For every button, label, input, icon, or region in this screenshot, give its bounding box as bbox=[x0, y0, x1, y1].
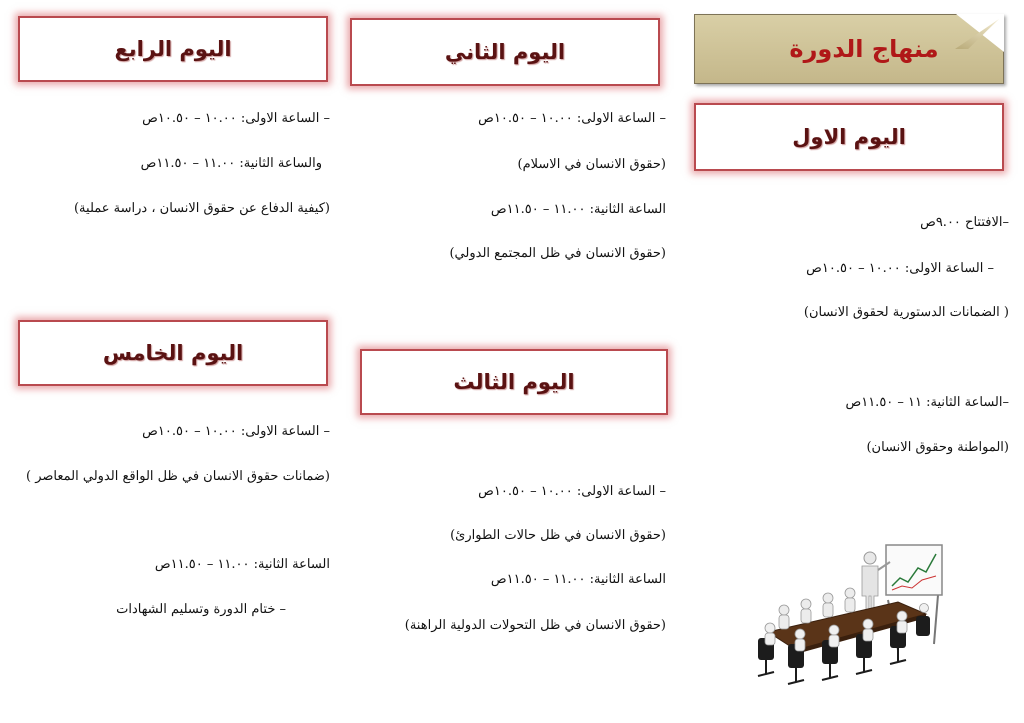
day3-line: (حقوق الانسان في ظل حالات الطوارئ) bbox=[450, 528, 666, 543]
day3-line: (حقوق الانسان في ظل التحولات الدولية الراهنة) bbox=[404, 618, 666, 633]
day1-line: (المواطنة وحقوق الانسان) bbox=[866, 440, 1009, 455]
day2-line: (حقوق الانسان في الاسلام) bbox=[517, 157, 666, 172]
day1-line: –الساعة الثانية: ١١ – ١١.٥٠ص bbox=[845, 395, 1009, 410]
day4-line: – الساعة الاولى: ١٠.٠٠ – ١٠.٥٠ص bbox=[142, 111, 330, 126]
day1-line: –الافتتاح ٩.٠٠ص bbox=[920, 215, 1009, 230]
day1-header bbox=[694, 103, 1004, 171]
day2-line: الساعة الثانية: ١١.٠٠ – ١١.٥٠ص bbox=[490, 202, 666, 217]
day3-line: – الساعة الاولى: ١٠.٠٠ – ١٠.٥٠ص bbox=[478, 484, 666, 499]
day4-header bbox=[18, 16, 328, 82]
day2-title: اليوم الثاني bbox=[444, 40, 566, 64]
curriculum-banner bbox=[694, 14, 1004, 84]
day3-header bbox=[360, 349, 668, 415]
day4-title: اليوم الرابع bbox=[114, 37, 232, 61]
day1-title: اليوم الاول bbox=[792, 125, 906, 149]
day5-line: (ضمانات حقوق الانسان في ظل الواقع الدولي المعاصر ) bbox=[26, 469, 330, 484]
day4-line: والساعة الثانية: ١١.٠٠ – ١١.٥٠ص bbox=[140, 156, 322, 171]
conference-meeting-icon bbox=[748, 540, 946, 690]
day2-line: – الساعة الاولى: ١٠.٠٠ – ١٠.٥٠ص bbox=[478, 111, 666, 126]
day5-header bbox=[18, 320, 328, 386]
day5-line: – الساعة الاولى: ١٠.٠٠ – ١٠.٥٠ص bbox=[142, 424, 330, 439]
day2-line: (حقوق الانسان في ظل المجتمع الدولي) bbox=[449, 246, 666, 261]
day1-line: – الساعة الاولى: ١٠.٠٠ – ١٠.٥٠ص bbox=[806, 261, 994, 276]
day5-title: اليوم الخامس bbox=[102, 341, 244, 365]
curriculum-title: منهاج الدورة bbox=[789, 35, 939, 63]
day1-line: ( الضمانات الدستورية لحقوق الانسان) bbox=[803, 305, 1009, 320]
day4-line: (كيفية الدفاع عن حقوق الانسان ، دراسة عملية) bbox=[73, 201, 330, 216]
day5-line: – ختام الدورة وتسليم الشهادات bbox=[116, 602, 286, 617]
day5-line: الساعة الثانية: ١١.٠٠ – ١١.٥٠ص bbox=[154, 557, 330, 572]
day3-title: اليوم الثالث bbox=[453, 370, 575, 394]
day3-line: الساعة الثانية: ١١.٠٠ – ١١.٥٠ص bbox=[490, 572, 666, 587]
day2-header bbox=[350, 18, 660, 86]
